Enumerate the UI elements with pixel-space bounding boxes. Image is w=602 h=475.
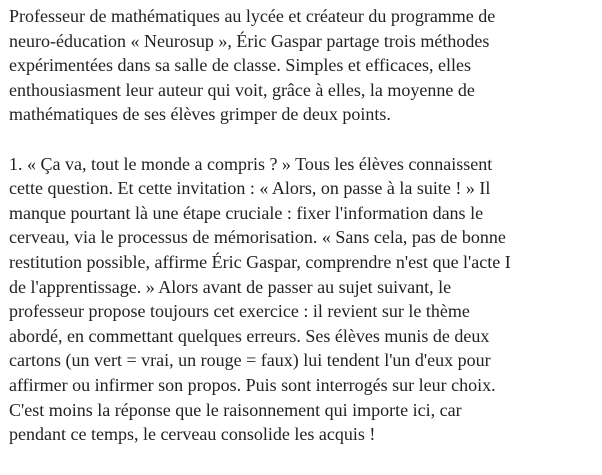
intro-paragraph xyxy=(9,4,599,127)
text-line: expérimentées dans sa salle de classe. Simples et efficaces, elles xyxy=(9,55,471,76)
text-line: cette question. Et cette invitation : « Alors, on passe à la suite ! » Il xyxy=(9,178,491,199)
text-line: enthousiasment leur auteur qui voit, grâce à elles, la moyenne de xyxy=(9,79,475,100)
text-line: de l'apprentissage. » Alors avant de passer au sujet suivant, le xyxy=(9,276,452,297)
text-line: cerveau, via le processus de mémorisation. « Sans cela, pas de bonne xyxy=(9,227,506,248)
text-line: manque pourtant là une étape cruciale : fixer l'information dans le xyxy=(9,202,484,223)
text-line: mathématiques de ses élèves grimper de deux points. xyxy=(9,104,391,125)
article-body xyxy=(9,4,599,447)
text-line: cartons (un vert = vrai, un rouge = faux) lui tendent l'un d'eux pour xyxy=(9,350,491,371)
method-1-paragraph xyxy=(9,152,599,447)
text-line: pendant ce temps, le cerveau consolide les acquis ! xyxy=(9,424,376,445)
text-line: neuro-éducation « Neurosup », Éric Gaspar partage trois méthodes xyxy=(9,30,490,51)
text-line: C'est moins la réponse que le raisonnement qui importe ici, car xyxy=(9,399,462,420)
text-line: professeur propose toujours cet exercice : il revient sur le thème xyxy=(9,301,470,322)
text-line: affirmer ou infirmer son propos. Puis sont interrogés sur leur choix. xyxy=(9,374,496,395)
text-line: restitution possible, affirme Éric Gaspar, comprendre n'est que l'acte I xyxy=(9,251,511,272)
text-line: abordé, en commettant quelques erreurs. Ses élèves munis de deux xyxy=(9,325,490,346)
text-line: 1. « Ça va, tout le monde a compris ? » Tous les élèves connaissent xyxy=(9,153,493,174)
text-line: Professeur de mathématiques au lycée et créateur du programme de xyxy=(9,6,496,26)
